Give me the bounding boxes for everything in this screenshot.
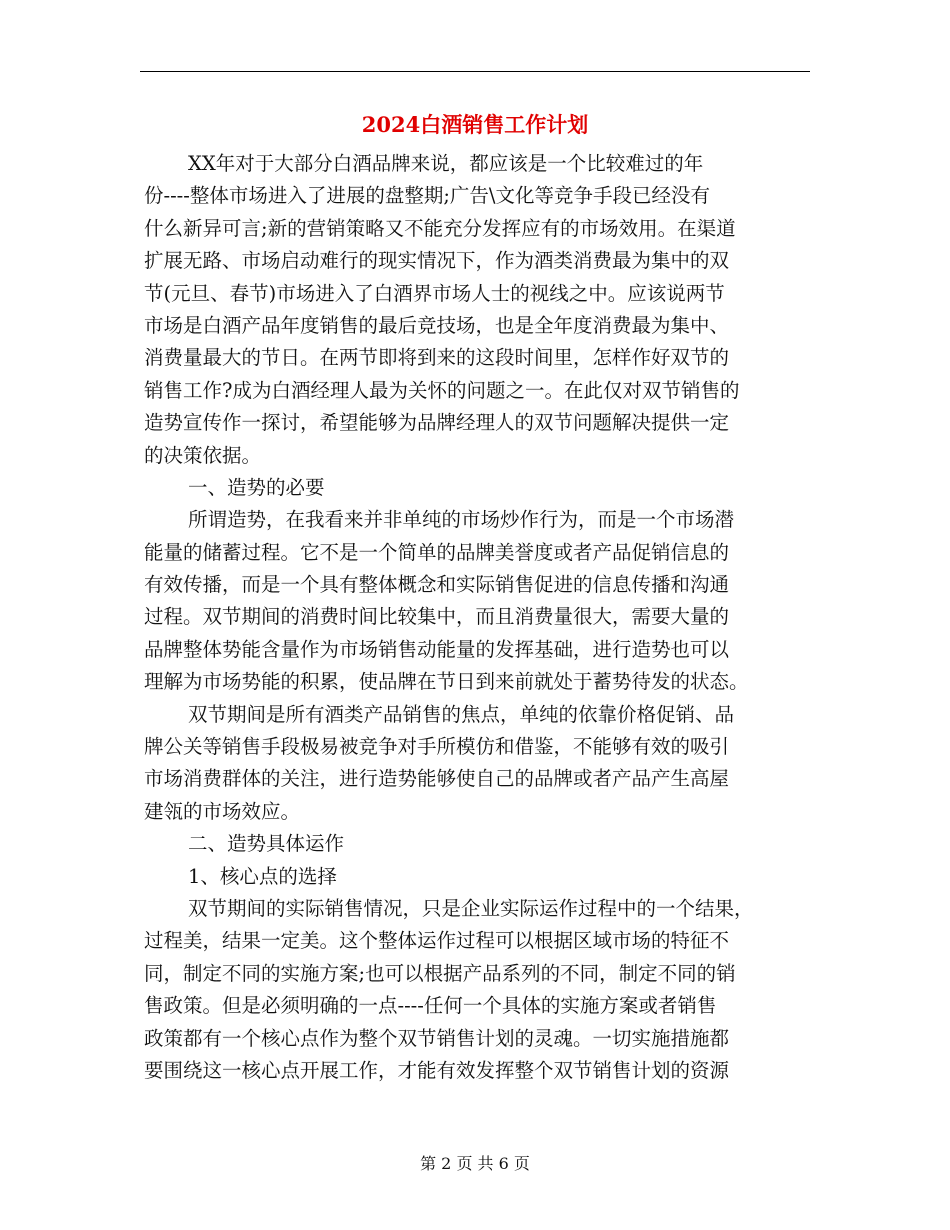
paragraph-line: 所谓造势，在我看来并非单纯的市场炒作行为，而是一个市场潜 — [188, 508, 735, 532]
paragraph-line: 同，制定不同的实施方案;也可以根据产品系列的不同，制定不同的销 — [144, 961, 736, 985]
paragraph-line: 节(元旦、春节)市场进入了白酒界市场人士的视线之中。应该说两节 — [144, 281, 725, 305]
paragraph-line: 市场消费群体的关注，进行造势能够使自己的品牌或者产品产生高屋 — [144, 767, 730, 791]
section-heading: 二、造势具体运作 — [188, 832, 345, 856]
paragraph-line: XX年对于大部分白酒品牌来说，都应该是一个比较难过的年 — [188, 152, 704, 175]
paragraph-line: 牌公关等销售手段极易被竞争对手所模仿和借鉴，不能够有效的吸引 — [144, 735, 730, 759]
paragraph-line: 双节期间是所有酒类产品销售的焦点，单纯的依靠价格促销、品 — [188, 702, 735, 726]
document-title: 2024白酒销售工作计划 — [361, 112, 589, 137]
paragraph-line: 能量的储蓄过程。它不是一个简单的品牌美誉度或者产品促销信息的 — [144, 540, 730, 564]
paragraph-line: 造势宣传作一探讨，希望能够为品牌经理人的双节问题解决提供一定 — [144, 411, 730, 435]
paragraph-line: 过程美，结果一定美。这个整体运作过程可以根据区域市场的特征不 — [144, 929, 730, 953]
paragraph-line: 双节期间的实际销售情况，只是企业实际运作过程中的一个结果， — [188, 896, 754, 920]
paragraph-line: 什么新异可言;新的营销策略又不能充分发挥应有的市场效用。在渠道 — [144, 216, 736, 240]
paragraph-line: 品牌整体势能含量作为市场销售动能量的发挥基础，进行造势也可以 — [144, 637, 730, 661]
paragraph-line: 建瓴的市场效应。 — [144, 799, 301, 823]
paragraph-line: 售政策。但是必须明确的一点----任何一个具体的实施方案或者销售 — [144, 994, 717, 1018]
paragraph-line: 政策都有一个核心点作为整个双节销售计划的灵魂。一切实施措施都 — [144, 1026, 730, 1050]
paragraph-line: 消费量最大的节日。在两节即将到来的这段时间里，怎样作好双节的 — [144, 346, 730, 370]
paragraph-line: 过程。双节期间的消费时间比较集中，而且消费量很大，需要大量的 — [144, 605, 730, 629]
page-footer: 第 2 页 共 6 页 — [420, 1154, 530, 1173]
subsection-heading: 1、核心点的选择 — [188, 864, 337, 888]
document-body — [144, 148, 816, 1087]
section-heading: 一、造势的必要 — [188, 475, 325, 499]
paragraph-line: 销售工作?成为白酒经理人最为关怀的问题之一。在此仅对双节销售的 — [144, 378, 740, 402]
paragraph-line: 份----整体市场进入了进展的盘整期;广告\文化等竞争手段已经没有 — [144, 184, 710, 208]
paragraph-line: 扩展无路、市场启动难行的现实情况下，作为酒类消费最为集中的双 — [144, 249, 730, 273]
paragraph-line: 的决策依据。 — [144, 443, 262, 467]
paragraph-line: 要围绕这一核心点开展工作，才能有效发挥整个双节销售计划的资源 — [144, 1058, 730, 1082]
paragraph-line: 理解为市场势能的积累，使品牌在节日到来前就处于蓄势待发的状态。 — [144, 670, 749, 694]
header-rule — [140, 71, 810, 72]
paragraph-line: 有效传播，而是一个具有整体概念和实际销售促进的信息传播和沟通 — [144, 573, 730, 597]
paragraph-line: 市场是白酒产品年度销售的最后竞技场，也是全年度消费最为集中、 — [144, 313, 730, 337]
